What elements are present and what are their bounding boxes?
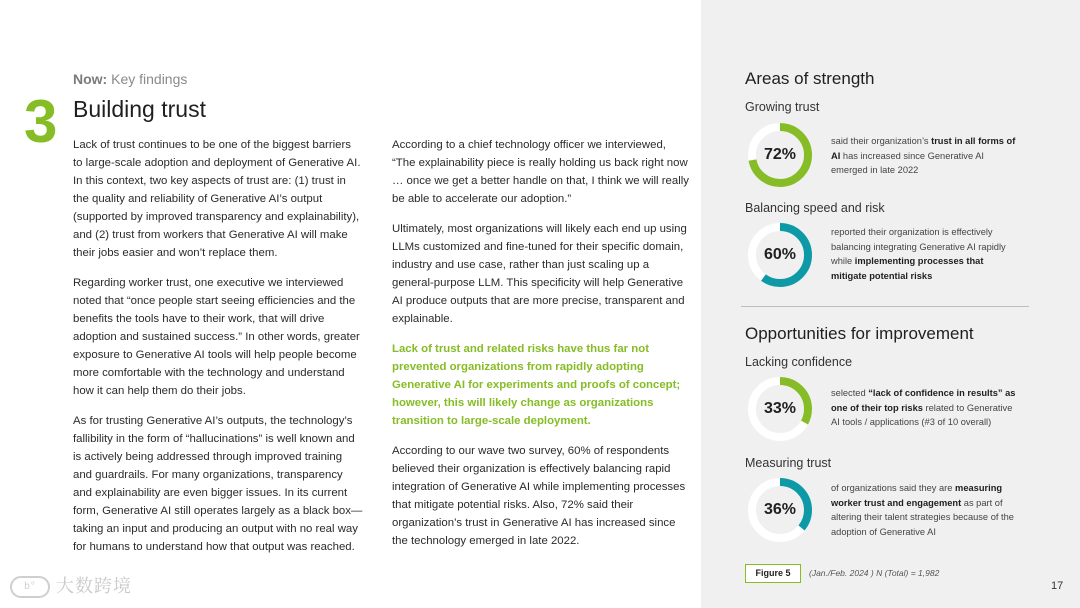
donut-stat [747, 222, 813, 288]
stat-text-emphasis: “lack of confidence in results” as one of their top risks [831, 388, 1016, 413]
section-number: 3 [24, 88, 58, 155]
improvement-heading: Opportunities for improvement [745, 324, 974, 343]
stat-description [831, 481, 1021, 539]
eyebrow-rest: Key findings [107, 71, 188, 87]
donut-stat [747, 477, 813, 543]
stat-percent: 33% [763, 400, 797, 417]
left-text-column [73, 136, 363, 568]
stat-text-emphasis: implementing processes that mitigate potential risks [831, 256, 984, 281]
strength-heading: Areas of strength [745, 69, 875, 88]
donut-stat [747, 122, 813, 188]
middle-text-column [392, 136, 692, 562]
findings-sidebar [701, 0, 1080, 608]
stat-subheading: Lacking confidence [745, 355, 853, 369]
stat-text-emphasis: measuring worker trust and engagement [831, 483, 1003, 508]
watermark [10, 572, 132, 598]
paragraph: As for trusting Generative AI’s outputs, the technology’s fallibility in the form of “hallucinations” is well known and is actively being addressed through improved training and guardrails. For many organizations, transparency and explainability are even bigger issues. In its current form, Generative AI still operates largely as a black box—taking an input and producing an output with no real way for humans to understand how that output was reached. [73, 415, 363, 553]
stat-subheading: Growing trust [745, 100, 820, 114]
stat-text-part: as part of altering their talent strategies because of the adoption of Generative AI [831, 497, 1014, 537]
stat-description [831, 134, 1021, 178]
paragraph: Regarding worker trust, one executive we interviewed noted that “once people start seeing efficiencies and the benefits the tools have to their work, that will drive adoption and sustained success.” In other words, greater exposure to Generative AI tools will help people become more comfortable with the technology and understand how it can help them do their jobs. [73, 277, 360, 397]
figure-note: (Jan./Feb. 2024 ) N (Total) = 1,982 [809, 568, 940, 578]
stat-text-part: related to Generative AI tools / applications (#3 of 10 overall) [831, 402, 1013, 427]
stat-text-part: said their organization’s [831, 136, 932, 146]
stat-percent: 72% [763, 146, 797, 163]
stat-text-part: reported their organization is effectively balancing integrating Generative AI rapidly while [831, 227, 1006, 266]
stat-description [831, 386, 1021, 430]
watermark-logo-icon: b° [10, 576, 50, 598]
paragraph: Lack of trust continues to be one of the biggest barriers to large-scale adoption and deployment of Generative AI. In this context, two key aspects of trust are: (1) trust in the quality and reliability of Generative AI’s output (supported by improved transparency and explainability), and (2) trust from workers that Generative AI will make their jobs easier and won’t replace them. [73, 139, 361, 259]
stat-subheading: Measuring trust [745, 456, 832, 470]
section-eyebrow [73, 71, 187, 87]
stat-percent: 60% [763, 246, 797, 263]
watermark-text: 大数跨境 [56, 576, 132, 596]
stat-text-part: selected [831, 388, 869, 398]
stat-text-part: has increased since Generative AI emerged in late 2022 [831, 150, 984, 175]
stat-percent: 36% [763, 501, 797, 518]
section-divider [741, 306, 1029, 307]
figure-label: Figure 5 [745, 564, 801, 583]
paragraph: According to our wave two survey, 60% of respondents believed their organization is effectively balancing rapid integration of Generative AI while implementing processes that mitigate potential risks. Also, 72% said their organization’s trust in Generative AI has increased since the technology emerged in late 2022. [392, 445, 686, 547]
stat-text-emphasis: trust in all forms of AI [831, 136, 1016, 161]
page-number: 17 [1051, 580, 1064, 592]
highlight-callout: Lack of trust and related risks have thus far not prevented organizations from rapidly adopting Generative AI for experiments and proofs of concept; however, this will likely change as organizations transition to large-scale deployment. [392, 343, 681, 427]
paragraph: According to a chief technology officer we interviewed, “The explainability piece is really holding us back right now … once we get a better handle on that, I think we will really be able to accelerate our adoption.” [392, 139, 689, 205]
stat-text-part: of organizations said they are [831, 483, 956, 493]
eyebrow-bold: Now: [73, 71, 108, 87]
stat-description [831, 225, 1021, 283]
donut-stat [747, 376, 813, 442]
page-title: Building trust [73, 96, 206, 122]
paragraph: Ultimately, most organizations will likely each end up using LLMs customized and fine-tuned for their specific domain, industry and use case, rather than just scaling up a general-purpose LLM. This specificity will help Generative AI produce outputs that are more precise, transparent and explainable. [392, 223, 687, 325]
stat-subheading: Balancing speed and risk [745, 201, 885, 215]
